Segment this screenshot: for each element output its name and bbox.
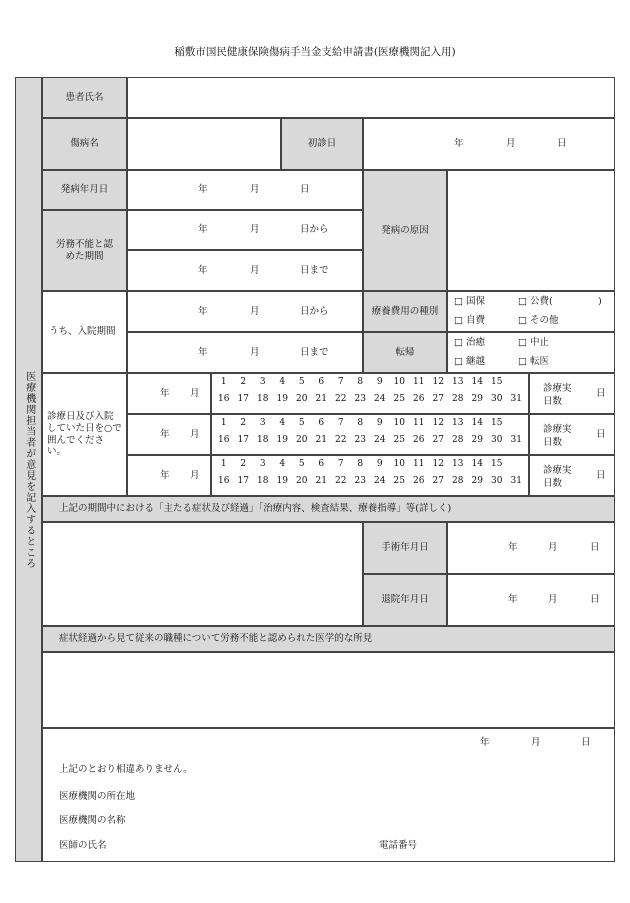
day-number[interactable]: 4 (279, 459, 286, 469)
month-unit: 月 (250, 184, 260, 195)
year-unit: 年 (198, 306, 208, 317)
day-number[interactable]: 12 (432, 459, 444, 469)
day-number[interactable]: 18 (257, 394, 269, 405)
year-unit: 年 (508, 542, 518, 553)
month-unit: 月 (190, 429, 200, 440)
kokuho-checkbox[interactable]: □ 国保 (454, 296, 485, 307)
kouhi-checkbox[interactable]: □ 公費( (518, 296, 553, 307)
day-number[interactable]: 9 (376, 377, 383, 387)
day-numbers (214, 418, 526, 447)
incapacity-until-field[interactable] (127, 250, 363, 291)
stopped-checkbox[interactable]: □ 中止 (518, 337, 549, 348)
visit-days-label (42, 373, 127, 496)
day-number[interactable]: 11 (413, 377, 425, 387)
day-number[interactable]: 4 (279, 418, 286, 428)
day-number[interactable]: 26 (413, 476, 425, 487)
actual-days-label: 診療実日数 (543, 424, 572, 448)
day-number[interactable]: 9 (376, 459, 383, 469)
discharge-date-label: 退院年月日 (363, 574, 447, 626)
day-number[interactable]: 24 (374, 476, 386, 487)
outcome-label: 転帰 (363, 332, 447, 373)
year-unit: 年 (198, 265, 208, 276)
day-number[interactable]: 22 (335, 394, 347, 405)
incapacity-from-field[interactable] (127, 210, 363, 250)
opinion-label: 症状経過から見て従来の職種について労務不能と認められた医学的な所見 (42, 626, 615, 652)
patient-name-label: 患者氏名 (42, 77, 127, 118)
day-number[interactable]: 28 (452, 435, 464, 446)
visit-month-1[interactable] (127, 373, 211, 414)
discharge-date-field[interactable] (447, 574, 615, 626)
actual-days-label: 診療実日数 (543, 465, 572, 489)
disease-name-label: 傷病名 (42, 118, 127, 170)
day-number[interactable]: 5 (298, 418, 305, 428)
first-visit-label: 初診日 (281, 118, 363, 170)
day-number[interactable]: 24 (374, 394, 386, 405)
day-number[interactable]: 29 (471, 394, 483, 405)
hospital-from-field[interactable] (127, 291, 363, 332)
day-number[interactable]: 28 (452, 476, 464, 487)
day-number[interactable]: 23 (354, 435, 366, 446)
day-numbers (214, 459, 526, 488)
day-number[interactable]: 10 (393, 377, 405, 387)
actual-days-3[interactable] (529, 455, 615, 496)
surgery-date-label: 手術年月日 (363, 522, 447, 574)
day-number[interactable]: 8 (357, 418, 364, 428)
day-number[interactable]: 20 (296, 435, 308, 446)
day-number[interactable]: 2 (240, 377, 247, 387)
symptoms-label: 上記の期間中における「主たる症状及び経過」「治療内容、検査結果、療養指導」等(詳しく) (42, 496, 615, 522)
side-label: 医療機関担当者が意見を記入するところ (23, 370, 35, 569)
doctor-name-label: 医師の氏名 (59, 840, 107, 851)
day-number[interactable]: 19 (276, 476, 288, 487)
year-unit: 年 (480, 737, 490, 748)
day-number[interactable]: 29 (471, 476, 483, 487)
kouhi-close-paren: ) (598, 296, 602, 307)
day-number[interactable]: 30 (491, 435, 503, 446)
phone-label: 電話番号 (379, 840, 418, 851)
day-number[interactable]: 17 (237, 435, 249, 446)
incapacity-period-text: 労務不能と認めた期間 (55, 238, 113, 262)
day-number[interactable]: 1 (220, 459, 227, 469)
until-unit: 日まで (300, 265, 329, 276)
visit-days-grid-2[interactable] (211, 414, 529, 455)
day-number[interactable]: 7 (337, 418, 344, 428)
month-unit: 月 (531, 737, 541, 748)
day-number[interactable]: 24 (374, 435, 386, 446)
day-number[interactable]: 22 (335, 476, 347, 487)
day-unit: 日 (557, 138, 567, 149)
surgery-date-field[interactable] (447, 522, 615, 574)
from-unit: 日から (300, 224, 329, 235)
patient-name-field[interactable] (127, 77, 615, 118)
day-number[interactable]: 29 (471, 435, 483, 446)
day-number[interactable]: 2 (240, 418, 247, 428)
month-unit: 月 (250, 265, 260, 276)
day-number[interactable]: 3 (259, 418, 266, 428)
symptoms-field[interactable] (42, 522, 363, 626)
continued-checkbox[interactable]: □ 継越 (454, 356, 485, 367)
day-number[interactable]: 22 (335, 435, 347, 446)
day-number[interactable]: 27 (432, 476, 444, 487)
day-number[interactable]: 31 (510, 435, 522, 446)
onset-date-label: 発病年月日 (42, 170, 127, 210)
visit-month-3[interactable] (127, 455, 211, 496)
cured-checkbox[interactable]: □ 治癒 (454, 337, 485, 348)
day-number[interactable]: 8 (357, 459, 364, 469)
month-unit: 月 (250, 347, 260, 358)
expense-type-field (447, 291, 615, 332)
until-unit: 日まで (300, 347, 329, 358)
day-number[interactable]: 14 (471, 459, 483, 469)
day-number[interactable]: 10 (393, 418, 405, 428)
from-unit: 日から (300, 306, 329, 317)
day-number[interactable]: 12 (432, 418, 444, 428)
day-number[interactable]: 19 (276, 435, 288, 446)
visit-month-2[interactable] (127, 414, 211, 455)
day-number[interactable]: 3 (259, 459, 266, 469)
day-number[interactable]: 20 (296, 476, 308, 487)
day-number[interactable]: 23 (354, 476, 366, 487)
month-unit: 月 (506, 138, 516, 149)
opinion-field[interactable] (42, 652, 615, 728)
day-number[interactable]: 26 (413, 435, 425, 446)
day-number[interactable]: 12 (432, 377, 444, 387)
transfer-checkbox[interactable]: □ 転医 (518, 356, 549, 367)
day-number[interactable]: 3 (259, 377, 266, 387)
day-number[interactable]: 2 (240, 459, 247, 469)
day-number[interactable]: 8 (357, 377, 364, 387)
day-number[interactable]: 9 (376, 418, 383, 428)
onset-date-field[interactable] (127, 170, 363, 210)
institution-address-label: 医療機関の所在地 (59, 791, 136, 802)
day-unit: 日 (581, 737, 591, 748)
day-unit: 日 (596, 429, 606, 440)
day-number[interactable]: 10 (393, 459, 405, 469)
document-title: 稲敷市国民健康保険傷病手当金支給申請書(医療機関記入用) (174, 46, 456, 58)
month-unit: 月 (190, 388, 200, 399)
certification-block (42, 728, 615, 862)
day-number[interactable]: 19 (276, 394, 288, 405)
actual-days-label: 診療実日数 (543, 383, 572, 407)
day-number[interactable]: 14 (471, 418, 483, 428)
hospital-period-label: うち、入院期間 (42, 291, 127, 373)
day-number[interactable]: 16 (218, 394, 230, 405)
certify-text: 上記のとおり相違ありません。 (59, 764, 193, 775)
day-number[interactable]: 16 (218, 476, 230, 487)
day-number[interactable]: 15 (491, 377, 503, 387)
day-number[interactable]: 14 (471, 377, 483, 387)
day-number[interactable]: 21 (315, 435, 327, 446)
day-number[interactable]: 25 (393, 476, 405, 487)
day-number[interactable]: 27 (432, 435, 444, 446)
month-unit: 月 (548, 542, 558, 553)
year-unit: 年 (160, 388, 170, 399)
day-unit: 日 (590, 594, 600, 605)
visit-days-text: 診療日及び入院していた日を○で囲んでください。 (47, 410, 122, 458)
day-unit: 日 (596, 470, 606, 481)
visit-days-grid-1[interactable] (211, 373, 529, 414)
day-number[interactable]: 27 (432, 394, 444, 405)
day-number[interactable] (507, 418, 527, 429)
day-number[interactable]: 17 (237, 394, 249, 405)
day-number[interactable]: 31 (510, 394, 522, 405)
year-unit: 年 (198, 184, 208, 195)
day-number[interactable]: 1 (220, 377, 227, 387)
jihi-checkbox[interactable]: □ 自費 (454, 315, 485, 326)
day-number[interactable]: 13 (452, 377, 464, 387)
day-numbers (214, 377, 526, 406)
day-number[interactable]: 16 (218, 435, 230, 446)
onset-cause-label: 発病の原因 (363, 170, 447, 291)
day-number[interactable]: 15 (491, 418, 503, 428)
day-unit: 日 (590, 542, 600, 553)
year-unit: 年 (198, 224, 208, 235)
day-number[interactable]: 7 (337, 459, 344, 469)
day-number[interactable]: 20 (296, 394, 308, 405)
incapacity-period-label (42, 210, 127, 291)
onset-cause-field[interactable] (447, 170, 615, 291)
day-number[interactable]: 18 (257, 476, 269, 487)
month-unit: 月 (548, 594, 558, 605)
day-number[interactable]: 11 (413, 459, 425, 469)
day-number[interactable]: 13 (452, 418, 464, 428)
year-unit: 年 (508, 594, 518, 605)
day-number[interactable]: 5 (298, 377, 305, 387)
side-label-cell (15, 77, 42, 862)
month-unit: 月 (250, 306, 260, 317)
day-number[interactable]: 21 (315, 394, 327, 405)
day-number[interactable]: 26 (413, 394, 425, 405)
first-visit-field[interactable] (363, 118, 615, 170)
day-number[interactable]: 31 (510, 476, 522, 487)
day-number[interactable]: 7 (337, 377, 344, 387)
day-unit: 日 (596, 388, 606, 399)
year-unit: 年 (454, 138, 464, 149)
day-number[interactable]: 25 (393, 435, 405, 446)
day-number[interactable]: 6 (318, 459, 325, 469)
day-number[interactable] (507, 459, 527, 470)
year-unit: 年 (198, 347, 208, 358)
outcome-field (447, 332, 615, 373)
month-unit: 月 (250, 224, 260, 235)
disease-name-field[interactable] (127, 118, 281, 170)
visit-days-grid-3[interactable] (211, 455, 529, 496)
day-number[interactable]: 17 (237, 476, 249, 487)
day-number[interactable]: 30 (491, 394, 503, 405)
actual-days-1[interactable] (529, 373, 615, 414)
day-number[interactable]: 1 (220, 418, 227, 428)
day-number[interactable]: 25 (393, 394, 405, 405)
day-number[interactable]: 18 (257, 435, 269, 446)
expense-type-label: 療養費用の種別 (363, 291, 447, 332)
day-number[interactable]: 13 (452, 459, 464, 469)
day-number[interactable]: 4 (279, 377, 286, 387)
institution-name-label: 医療機関の名称 (59, 815, 126, 826)
day-unit: 日 (300, 184, 310, 195)
day-number[interactable]: 11 (413, 418, 425, 428)
year-unit: 年 (160, 429, 170, 440)
day-number[interactable]: 6 (318, 377, 325, 387)
actual-days-2[interactable] (529, 414, 615, 455)
other-checkbox[interactable]: □ その他 (518, 315, 559, 326)
hospital-until-field[interactable] (127, 332, 363, 373)
day-number[interactable]: 21 (315, 476, 327, 487)
month-unit: 月 (190, 470, 200, 481)
day-number[interactable]: 5 (298, 459, 305, 469)
day-number[interactable]: 6 (318, 418, 325, 428)
day-number[interactable]: 23 (354, 394, 366, 405)
day-number[interactable]: 30 (491, 476, 503, 487)
day-number[interactable]: 15 (491, 459, 503, 469)
year-unit: 年 (160, 470, 170, 481)
day-number[interactable]: 28 (452, 394, 464, 405)
day-number[interactable] (507, 377, 527, 388)
